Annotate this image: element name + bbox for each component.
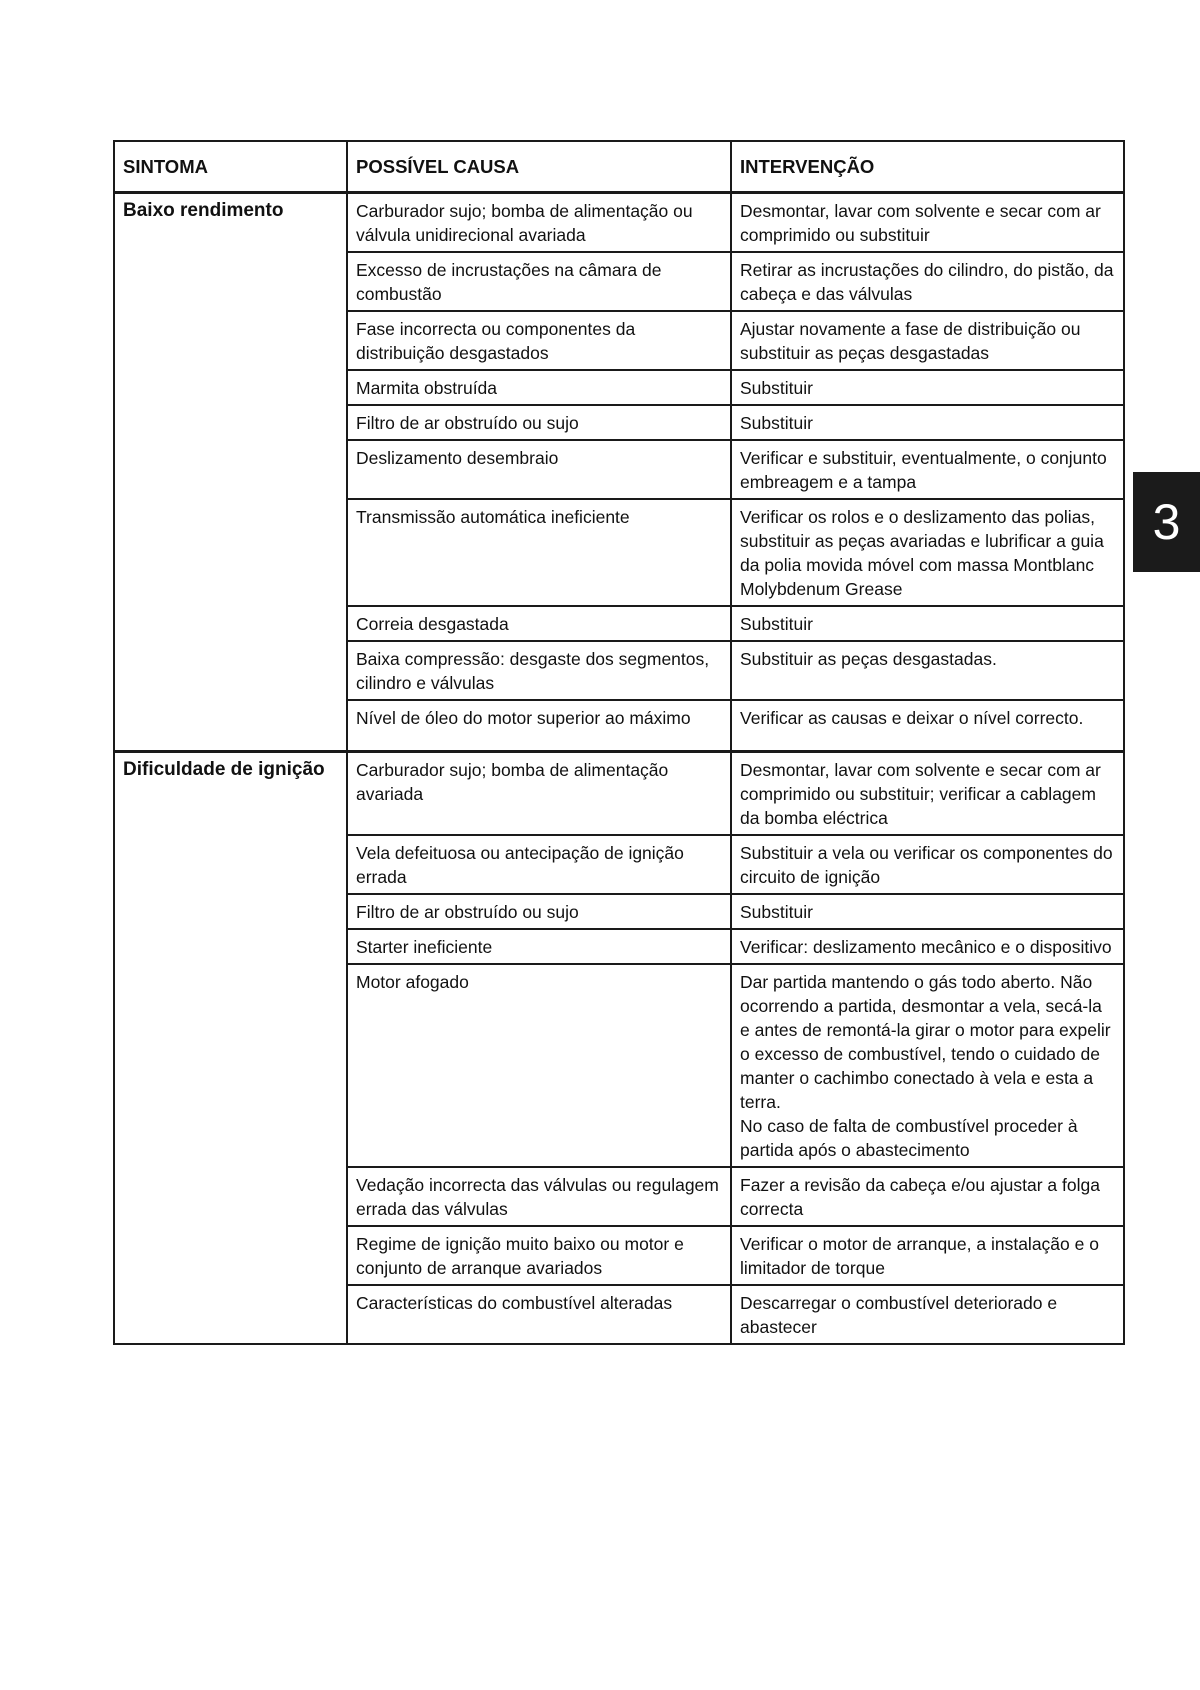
action-cell: Substituir a vela ou verificar os componentes do circuito de ignição	[731, 835, 1124, 894]
action-text: Dar partida mantendo o gás todo aberto. Não ocorrendo a partida, desmontar a vela, secá-la e antes de remontá-la girar o motor para expelir o excesso de combustível, tendo o cuidado de manter o cachimbo conectado à vela e esta a terra.	[740, 972, 1111, 1112]
cause-cell: Excesso de incrustações na câmara de combustão	[347, 252, 731, 311]
cause-cell: Vedação incorrecta das válvulas ou regulagem errada das válvulas	[347, 1167, 731, 1226]
table-row	[114, 752, 1124, 836]
cause-cell: Deslizamento desembraio	[347, 440, 731, 499]
action-cell: Retirar as incrustações do cilindro, do pistão, da cabeça e das válvulas	[731, 252, 1124, 311]
cause-cell: Características do combustível alteradas	[347, 1285, 731, 1344]
cause-cell: Regime de ignição muito baixo ou motor e conjunto de arranque avariados	[347, 1226, 731, 1285]
action-cell: Substituir as peças desgastadas.	[731, 641, 1124, 700]
header-symptom: SINTOMA	[114, 141, 347, 193]
cause-cell: Carburador sujo; bomba de alimentação avariada	[347, 752, 731, 836]
cause-cell: Transmissão automática ineficiente	[347, 499, 731, 606]
action-cell: Fazer a revisão da cabeça e/ou ajustar a folga correcta	[731, 1167, 1124, 1226]
action-cell: Verificar as causas e deixar o nível correcto.	[731, 700, 1124, 752]
header-action: INTERVENÇÃO	[731, 141, 1124, 193]
section-tab: 3	[1133, 472, 1200, 572]
action-note: No caso de falta de combustível proceder à partida após o abastecimento	[740, 1116, 1078, 1160]
action-cell: Verificar: deslizamento mecânico e o dispositivo	[731, 929, 1124, 964]
action-cell: Desmontar, lavar com solvente e secar com ar comprimido ou substituir; verificar a cablagem da bomba eléctrica	[731, 752, 1124, 836]
cause-cell: Fase incorrecta ou componentes da distribuição desgastados	[347, 311, 731, 370]
table-header-row	[114, 141, 1124, 193]
action-cell: Verificar o motor de arranque, a instalação e o limitador de torque	[731, 1226, 1124, 1285]
cause-cell: Nível de óleo do motor superior ao máximo	[347, 700, 731, 752]
action-cell: Substituir	[731, 606, 1124, 641]
cause-cell: Correia desgastada	[347, 606, 731, 641]
action-cell: Ajustar novamente a fase de distribuição ou substituir as peças desgastadas	[731, 311, 1124, 370]
cause-cell: Filtro de ar obstruído ou sujo	[347, 894, 731, 929]
symptom-cell: Baixo rendimento	[114, 193, 347, 752]
action-cell: Substituir	[731, 370, 1124, 405]
cause-cell: Vela defeituosa ou antecipação de ignição errada	[347, 835, 731, 894]
cause-cell: Baixa compressão: desgaste dos segmentos, cilindro e válvulas	[347, 641, 731, 700]
table-row	[114, 193, 1124, 253]
cause-cell: Carburador sujo; bomba de alimentação ou válvula unidirecional avariada	[347, 193, 731, 253]
action-cell: Verificar e substituir, eventualmente, o conjunto embreagem e a tampa	[731, 440, 1124, 499]
header-cause: POSSÍVEL CAUSA	[347, 141, 731, 193]
action-cell: Substituir	[731, 405, 1124, 440]
cause-cell: Marmita obstruída	[347, 370, 731, 405]
action-cell: Substituir	[731, 894, 1124, 929]
action-cell: Descarregar o combustível deteriorado e abastecer	[731, 1285, 1124, 1344]
cause-cell: Filtro de ar obstruído ou sujo	[347, 405, 731, 440]
symptom-cell: Dificuldade de ignição	[114, 752, 347, 1345]
action-cell: Verificar os rolos e o deslizamento das polias, substituir as peças avariadas e lubrificar a guia da polia movida móvel com massa Montblanc Molybdenum Grease	[731, 499, 1124, 606]
cause-cell: Starter ineficiente	[347, 929, 731, 964]
action-cell	[731, 964, 1124, 1167]
troubleshooting-table	[113, 140, 1125, 1345]
action-cell: Desmontar, lavar com solvente e secar com ar comprimido ou substituir	[731, 193, 1124, 253]
cause-cell: Motor afogado	[347, 964, 731, 1167]
